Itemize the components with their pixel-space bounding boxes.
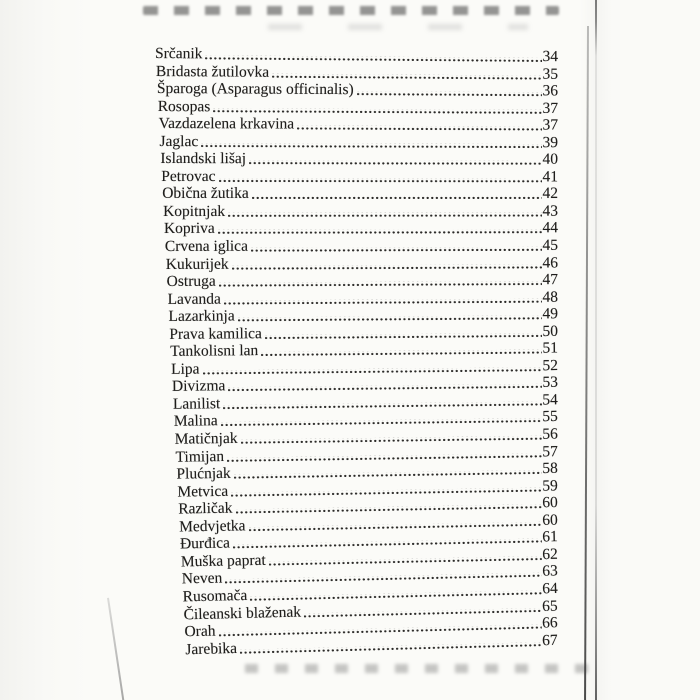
page-corner-crease-line bbox=[107, 598, 124, 700]
page-edge-line-outer bbox=[595, 0, 597, 700]
toc-entry-title: Ostruga bbox=[166, 272, 216, 290]
toc-entry-title: Jarebika bbox=[185, 639, 238, 658]
toc-entry bbox=[155, 132, 558, 151]
toc-dotted-leader bbox=[219, 178, 542, 182]
toc-entry-page-number: 43 bbox=[542, 202, 558, 220]
toc-entry-page-number: 46 bbox=[542, 253, 558, 271]
toc-entry-title: Jaglac bbox=[159, 132, 199, 150]
toc-entry-page-number: 54 bbox=[542, 390, 558, 408]
toc-dotted-leader bbox=[205, 55, 541, 62]
toc-dotted-leader bbox=[201, 143, 541, 148]
toc-entry-page-number: 61 bbox=[542, 528, 558, 546]
toc-entry-title: Đurđica bbox=[179, 534, 231, 553]
toc-entry-title: Neven bbox=[181, 569, 223, 588]
toc-entry-title: Kukurijek bbox=[165, 254, 229, 273]
toc-dotted-leader bbox=[232, 264, 542, 269]
toc-entry-page-number: 47 bbox=[542, 270, 558, 288]
toc-entry bbox=[155, 79, 558, 99]
toc-dotted-leader bbox=[357, 91, 542, 96]
toc-dotted-leader bbox=[261, 350, 541, 356]
scan-artifact-top-ghosting-faint bbox=[268, 24, 528, 30]
toc-entry-page-number: 45 bbox=[542, 236, 558, 254]
toc-entry-title: Metvica bbox=[177, 482, 229, 500]
toc-entry-page-number: 55 bbox=[542, 407, 558, 426]
scan-artifact-top-ghosting bbox=[143, 6, 559, 15]
toc-entry-title: Rosopas bbox=[157, 97, 211, 115]
toc-entry-title: Vazdazelena krkavina bbox=[158, 114, 295, 133]
toc-entry-page-number: 60 bbox=[542, 510, 558, 529]
toc-entry-title: Čileanski blaženak bbox=[183, 602, 302, 623]
toc-dotted-leader bbox=[218, 230, 542, 235]
toc-entry-title: Divizma bbox=[171, 377, 226, 395]
toc-entry bbox=[155, 184, 558, 202]
toc-entry-title: Malina bbox=[173, 412, 218, 430]
toc-entry-title: Bridasta žutilovka bbox=[155, 62, 270, 80]
toc-entry-page-number: 36 bbox=[542, 81, 559, 100]
toc-entry-page-number: 53 bbox=[542, 373, 558, 391]
toc-entry-page-number: 42 bbox=[542, 184, 559, 202]
toc-entry-title: Kopriva bbox=[163, 219, 215, 237]
toc-entry-page-number: 50 bbox=[542, 322, 558, 340]
toc-entry bbox=[155, 253, 558, 272]
toc-dotted-leader bbox=[249, 161, 541, 166]
toc-dotted-leader bbox=[240, 642, 541, 654]
toc-entry-page-number: 65 bbox=[541, 596, 558, 614]
scan-artifact-bottom-ghosting bbox=[245, 664, 590, 673]
toc-dotted-leader bbox=[252, 195, 542, 199]
toc-dotted-leader bbox=[297, 126, 541, 131]
toc-entry-title: Plućnjak bbox=[176, 464, 231, 483]
toc-entry-page-number: 57 bbox=[542, 442, 558, 460]
toc-entry-page-number: 66 bbox=[541, 613, 558, 632]
toc-entry bbox=[155, 219, 558, 237]
toc-dotted-leader bbox=[219, 281, 542, 287]
toc-list bbox=[155, 44, 558, 658]
toc-entry-title: Lazarkinja bbox=[168, 307, 235, 325]
toc-entry-title: Tankolisni lan bbox=[170, 341, 259, 360]
toc-entry-page-number: 34 bbox=[542, 47, 559, 65]
toc-entry-page-number: 41 bbox=[542, 167, 559, 185]
toc-entry-title: Medvjetka bbox=[178, 516, 246, 535]
toc-dotted-leader bbox=[213, 108, 541, 114]
toc-entry-page-number: 63 bbox=[542, 562, 558, 580]
toc-entry-page-number: 51 bbox=[542, 339, 558, 357]
toc-entry-title: Orah bbox=[184, 622, 216, 640]
toc-entry bbox=[155, 114, 558, 133]
toc-entry-page-number: 39 bbox=[542, 133, 559, 151]
toc-entry-title: Lipa bbox=[171, 359, 200, 378]
toc-entry-title: Srčanik bbox=[155, 44, 203, 62]
toc-entry-page-number: 60 bbox=[542, 493, 558, 511]
toc-entry bbox=[155, 167, 558, 185]
toc-entry-page-number: 58 bbox=[542, 459, 558, 477]
toc-dotted-leader bbox=[272, 73, 541, 79]
toc-entry-title: Prava kamilica bbox=[169, 324, 262, 343]
toc-dotted-leader bbox=[228, 213, 541, 217]
toc-entry bbox=[155, 270, 558, 289]
toc-entry-title: Rusomača bbox=[182, 586, 248, 605]
toc-entry-page-number: 62 bbox=[542, 545, 558, 563]
toc-entry-title: Lavanda bbox=[167, 289, 221, 308]
toc-entry-page-number: 56 bbox=[542, 425, 558, 443]
toc-entry bbox=[155, 97, 558, 117]
toc-entry bbox=[155, 202, 558, 220]
toc-entry-page-number: 52 bbox=[542, 356, 558, 374]
toc-dotted-leader bbox=[238, 316, 542, 322]
toc-entry-title: Različak bbox=[178, 499, 233, 518]
toc-entry-title: Matičnjak bbox=[174, 429, 238, 448]
toc-entry bbox=[155, 236, 558, 255]
toc-entry-title: Kopitnjak bbox=[163, 202, 226, 220]
toc-dotted-leader bbox=[224, 298, 542, 304]
toc-entry-page-number: 37 bbox=[542, 99, 559, 117]
toc-entry-page-number: 64 bbox=[542, 579, 558, 597]
toc-entry-page-number: 37 bbox=[542, 116, 559, 134]
toc-entry-page-number: 49 bbox=[542, 305, 558, 323]
toc-entry-page-number: 40 bbox=[542, 150, 559, 168]
toc-entry-page-number: 59 bbox=[542, 476, 558, 494]
toc-entry bbox=[155, 149, 558, 167]
toc-entry-title: Timijan bbox=[175, 447, 225, 465]
toc-entry-title: Lanilist bbox=[172, 394, 221, 413]
toc-entry-title: Muška paprat bbox=[180, 551, 266, 570]
toc-entry-title: Crvena iglica bbox=[164, 237, 248, 255]
toc-entry-title: Šparoga (Asparagus officinalis) bbox=[156, 79, 354, 98]
toc-entry-page-number: 44 bbox=[542, 219, 558, 237]
toc-entry-page-number: 35 bbox=[542, 64, 559, 82]
toc-entry-title: Petrovac bbox=[161, 167, 216, 185]
toc-entry-title: Obična žutika bbox=[162, 184, 249, 202]
toc-entry-page-number: 48 bbox=[542, 287, 558, 305]
toc-entry-title: Islandski lišaj bbox=[160, 149, 247, 168]
page-edge-line-inner bbox=[584, 26, 589, 700]
toc-dotted-leader bbox=[251, 247, 542, 252]
toc-entry-page-number: 67 bbox=[541, 630, 558, 649]
